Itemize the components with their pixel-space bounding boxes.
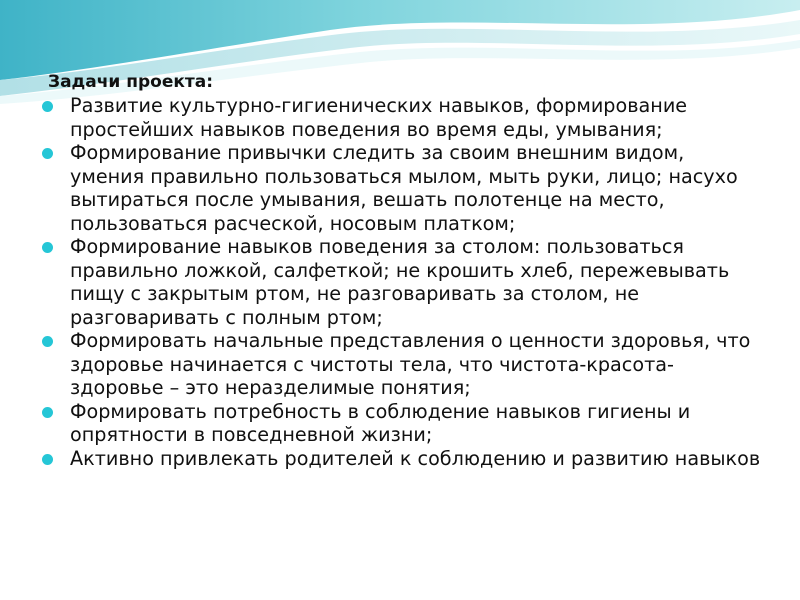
circle-bullet-icon: [42, 242, 53, 253]
list-item: [42, 329, 762, 400]
circle-bullet-icon: [42, 101, 53, 112]
list-item-text: Развитие культурно-гигиенических навыков, формирование простейших навыков поведения во время еды, умывания;: [70, 94, 688, 141]
list-item: [42, 141, 762, 235]
slide-heading: Задачи проекта:: [48, 72, 214, 92]
slide-content: [42, 70, 762, 470]
list-item: [42, 447, 762, 471]
circle-bullet-icon: [42, 407, 53, 418]
task-list: [42, 94, 762, 470]
list-item-text: Формировать потребность в соблюдение навыков гигиены и опрятности в повседневной жизни;: [70, 399, 691, 446]
list-item-text: Формировать начальные представления о ценности здоровья, что здоровье начинается с чистоты тела, что чистота-красота-здоровье – это неразделимые понятия;: [70, 329, 751, 399]
list-item-text: Активно привлекать родителей к соблюдению и развитию навыков: [70, 446, 761, 470]
list-item-text: Формирование навыков поведения за столом: пользоваться правильно ложкой, салфеткой; не крошить хлеб, пережевывать пищу с закрытым ртом, не разговаривать за столом, не разговаривать с полным ртом;: [70, 235, 730, 329]
list-item: [42, 94, 762, 141]
circle-bullet-icon: [42, 454, 53, 465]
list-item: [42, 400, 762, 447]
list-item-text: Формирование привычки следить за своим внешним видом, умения правильно пользоваться мылом, мыть руки, лицо; насухо вытираться после умывания, вешать полотенце на место, пользоваться расческой, носовым платком;: [70, 141, 738, 235]
circle-bullet-icon: [42, 336, 53, 347]
circle-bullet-icon: [42, 148, 53, 159]
list-item: [42, 235, 762, 329]
